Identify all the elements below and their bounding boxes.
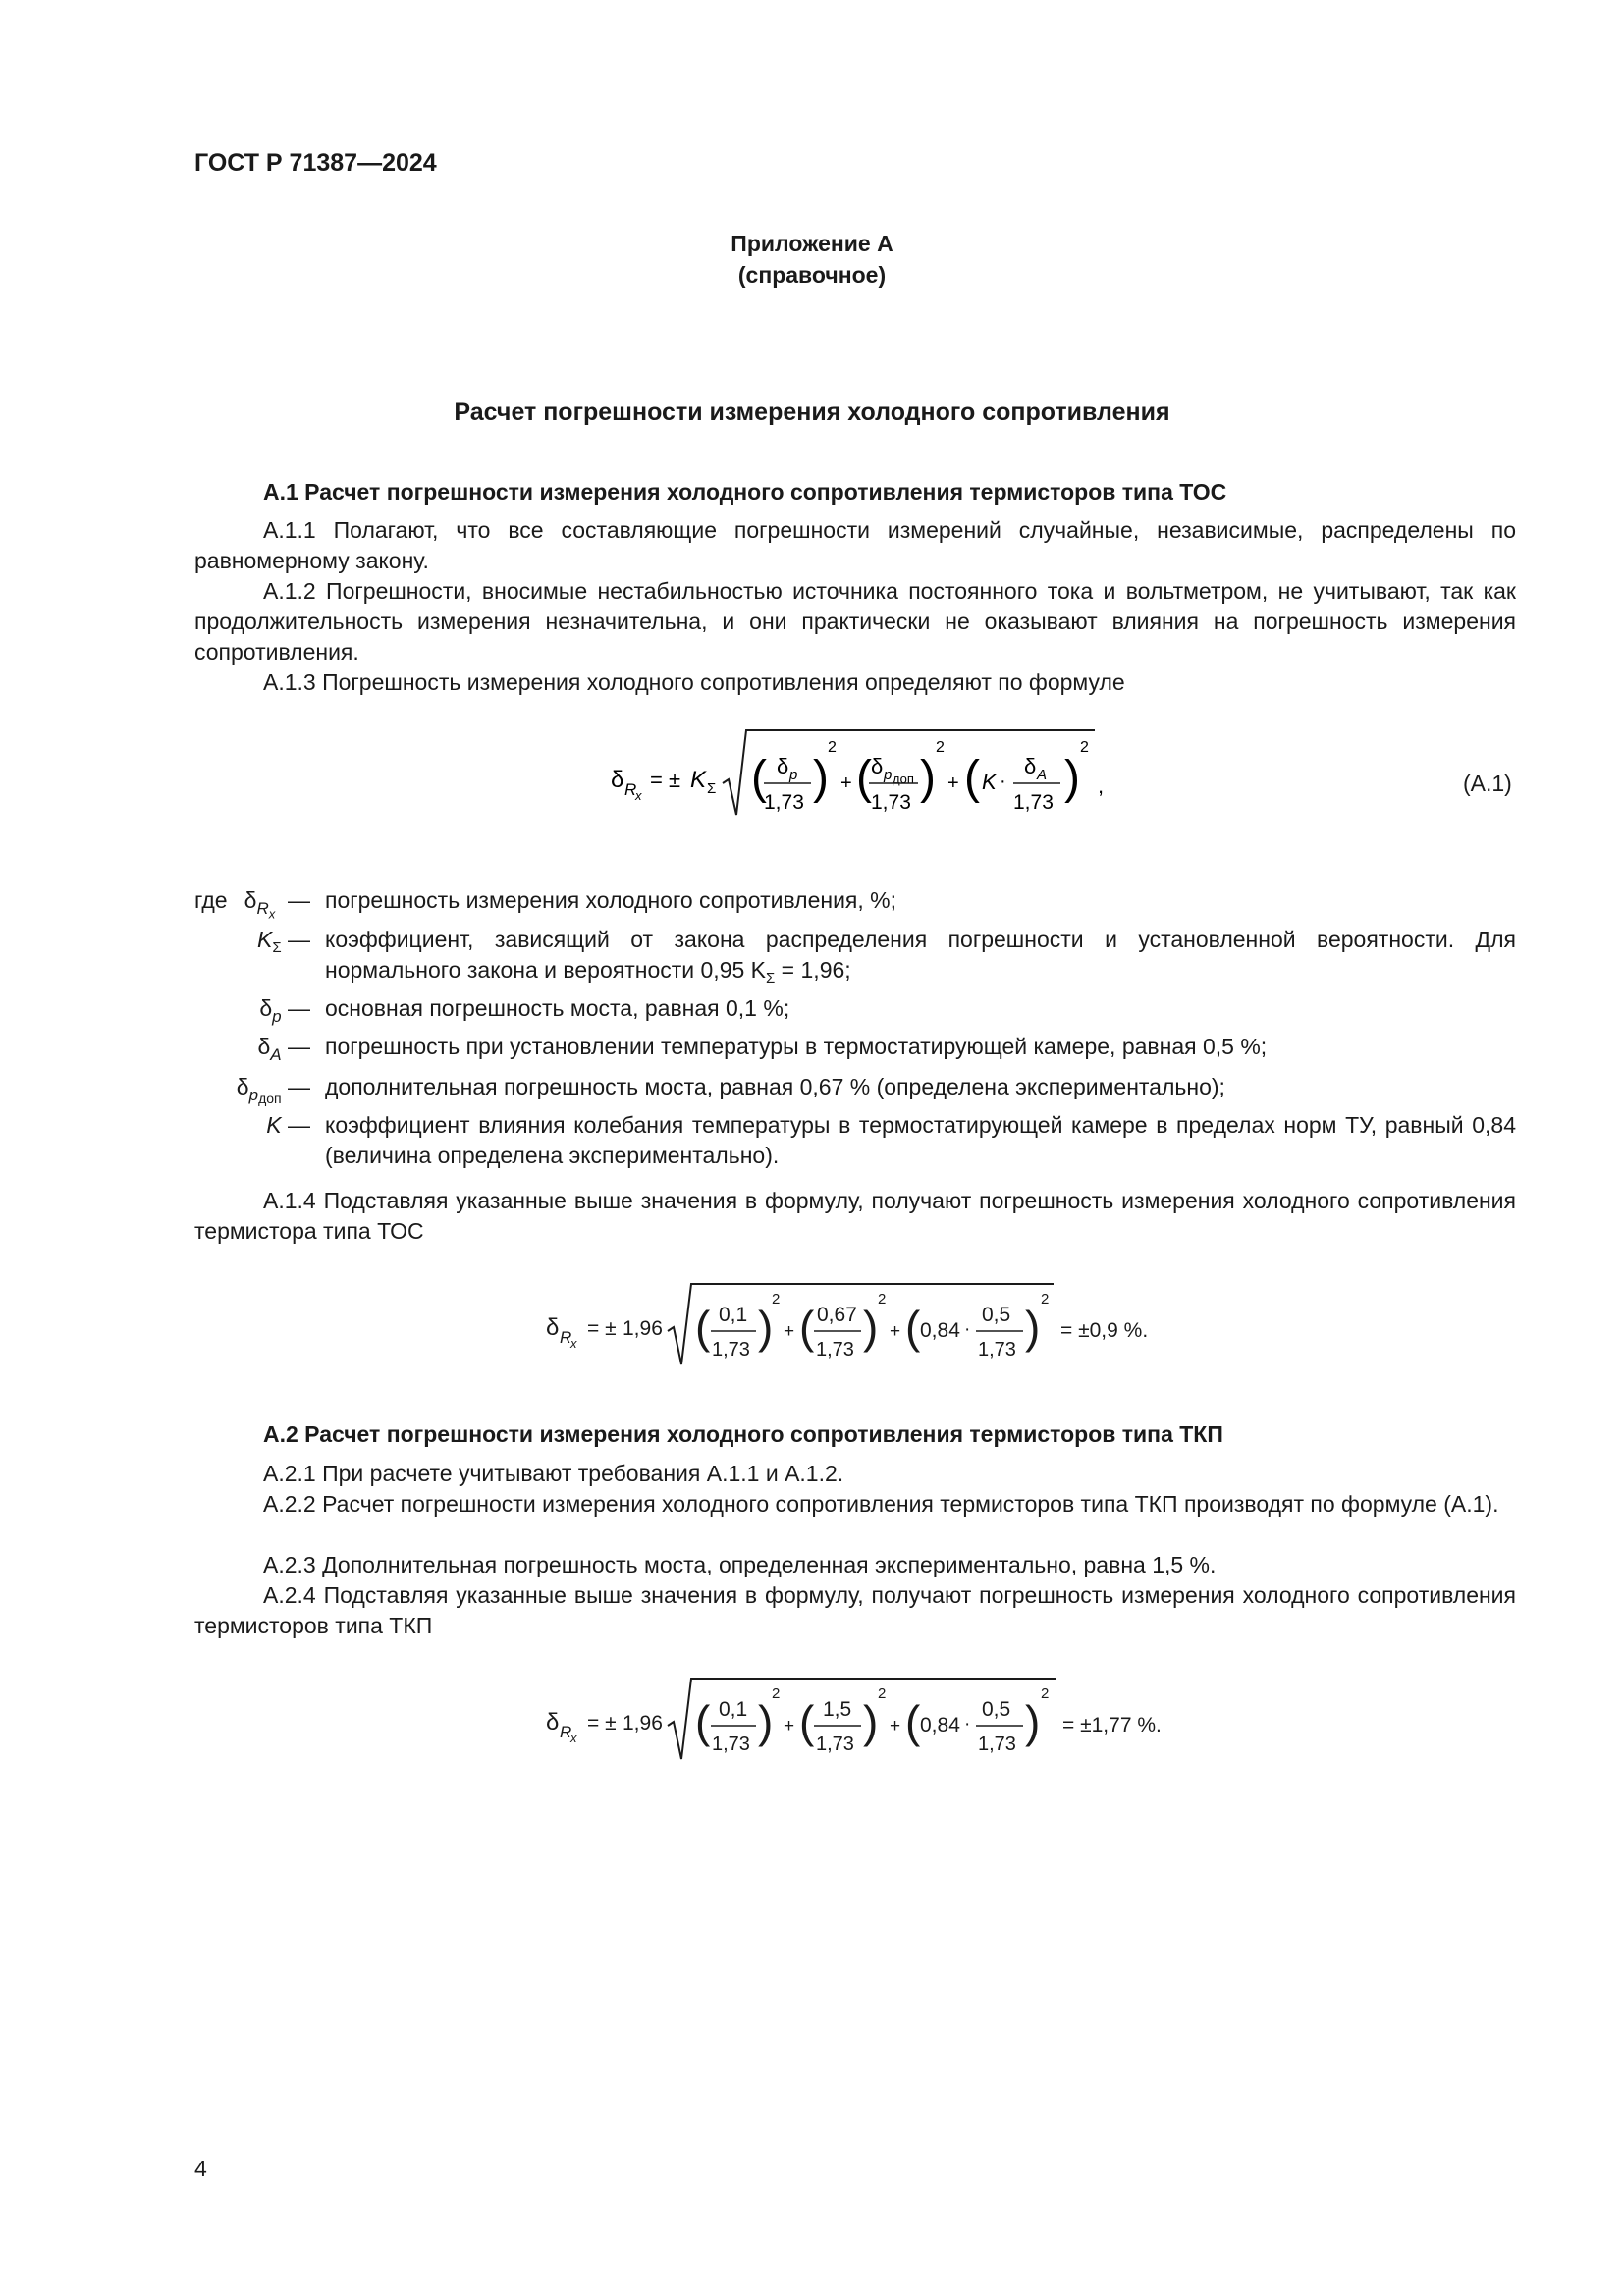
- svg-text:1,73: 1,73: [1013, 791, 1054, 814]
- section-heading-a2: А.2 Расчет погрешности измерения холодного сопротивления термисторов типа ТКП: [263, 1421, 1223, 1447]
- svg-text:1,73: 1,73: [816, 1339, 854, 1361]
- svg-text:2: 2: [878, 1291, 887, 1308]
- calc1-k: 1,96: [623, 1317, 663, 1340]
- svg-text:2: 2: [772, 1685, 781, 1702]
- svg-text:(: (: [695, 1302, 711, 1353]
- svg-text:·: ·: [964, 1319, 971, 1340]
- svg-text:Σ: Σ: [707, 780, 717, 797]
- svg-text:1,73: 1,73: [978, 1339, 1016, 1361]
- svg-text:x: x: [570, 1336, 577, 1351]
- svg-text:(: (: [905, 1696, 921, 1747]
- svg-text:1,73: 1,73: [978, 1734, 1016, 1755]
- svg-text:R: R: [560, 1328, 572, 1347]
- where-label: где: [194, 887, 228, 913]
- formula-a1: [589, 717, 1119, 834]
- svg-text:0,5: 0,5: [982, 1304, 1011, 1326]
- svg-text:0,1: 0,1: [719, 1304, 748, 1326]
- svg-text:2: 2: [1041, 1685, 1050, 1702]
- svg-text:x: x: [635, 788, 642, 803]
- svg-text:0,5: 0,5: [982, 1698, 1011, 1721]
- where-item-k-sigma: $K_\Sigma$ — коэффициент, зависящий от закона распределения погрешности и установленной вероятности. Для нормального закона и вероятности 0,95 $K_\Sigma = 1,96$;: [256, 927, 1516, 987]
- svg-text:2: 2: [878, 1685, 887, 1702]
- where-item-delta-pdop: $\delta_{pдоп}$ — дополнительная погрешность моста, равная 0,67 % (определена экспериментально);: [0, 1072, 1624, 1102]
- svg-text:+: +: [890, 1321, 901, 1342]
- svg-text:1,73: 1,73: [712, 1339, 750, 1361]
- paragraph-a23: А.2.3 Дополнительная погрешность моста, определенная экспериментально, равна 1,5 %.: [263, 1552, 1217, 1577]
- svg-text:+: +: [784, 1321, 795, 1342]
- svg-text:(: (: [905, 1302, 921, 1353]
- svg-text:0,1: 0,1: [719, 1698, 748, 1721]
- paragraph-a11: А.1.1 Полагают, что все составляющие погрешности измерений случайные, независимые, распределены по равномерному закону.: [194, 517, 1516, 573]
- svg-text:): ): [813, 752, 829, 804]
- svg-text:2: 2: [1080, 739, 1089, 756]
- svg-text:): ): [758, 1302, 774, 1353]
- svg-text:): ): [758, 1696, 774, 1747]
- paragraph-a12: А.1.2 Погрешности, вносимые нестабильностью источника постоянного тока и вольтметром, не учитывают, так как продолжительность измерения незначительна, и они практически не оказывают влияния на погрешность измерения сопротивления.: [194, 578, 1516, 665]
- svg-text:1,5: 1,5: [823, 1698, 852, 1721]
- svg-text:2: 2: [828, 739, 837, 756]
- svg-text:x: x: [570, 1731, 577, 1745]
- symbol-delta-pdop: $\delta_{pдоп}$ —: [236, 1074, 310, 1106]
- symbol-delta-p: $\delta_p$ —: [259, 995, 310, 1026]
- svg-text:0,67: 0,67: [817, 1304, 857, 1326]
- svg-text:A: A: [1037, 767, 1048, 783]
- svg-text:δ: δ: [546, 1314, 560, 1341]
- paragraph-a21: А.2.1 При расчете учитывают требования А.1.1 и А.1.2.: [263, 1461, 844, 1486]
- svg-text:доп: доп: [893, 772, 914, 786]
- calc2-result: = ±1,77 %.: [1062, 1714, 1162, 1736]
- page-number: 4: [194, 2156, 207, 2181]
- svg-text:1,73: 1,73: [712, 1734, 750, 1755]
- calculation-a14: [538, 1274, 1186, 1382]
- svg-text:1,73: 1,73: [764, 791, 804, 814]
- page-title: Расчет погрешности измерения холодного сопротивления: [454, 399, 1170, 426]
- svg-text:= ±: = ±: [650, 768, 681, 792]
- svg-text:δ: δ: [611, 767, 624, 793]
- svg-text:p: p: [884, 767, 893, 783]
- svg-text:(: (: [964, 752, 980, 804]
- svg-text:(: (: [856, 752, 872, 804]
- svg-text:): ): [920, 752, 936, 804]
- svg-text:+: +: [947, 773, 959, 794]
- svg-text:= ±: = ±: [587, 1712, 617, 1735]
- svg-text:(: (: [695, 1696, 711, 1747]
- svg-text:(: (: [799, 1696, 815, 1747]
- svg-text:·: ·: [964, 1714, 971, 1735]
- symbol-delta-rx: $\delta_{R_x}$ —: [244, 887, 310, 922]
- symbol-k-sigma: $K_\Sigma$ —: [256, 927, 310, 956]
- svg-text:2: 2: [936, 739, 945, 756]
- where-item-delta-a: $\delta_A$ — погрешность при установлении температуры в термостатирующей камере, равная 0,5 %;: [0, 1032, 1624, 1062]
- where-item-delta-rx: $\delta_{R_x}$ — погрешность измерения холодного сопротивления, %;: [0, 885, 1624, 916]
- svg-text:(: (: [799, 1302, 815, 1353]
- svg-text:(: (: [751, 752, 767, 804]
- svg-text:2: 2: [772, 1291, 781, 1308]
- svg-text:1,73: 1,73: [816, 1734, 854, 1755]
- symbol-delta-a: $\delta_A$ —: [257, 1034, 310, 1064]
- calc2-k: 1,96: [623, 1712, 663, 1735]
- paragraph-a24: А.2.4 Подставляя указанные выше значения в формулу, получают погрешность измерения холодного сопротивления термисторов типа ТКП: [194, 1582, 1516, 1638]
- svg-text:): ): [863, 1696, 879, 1747]
- svg-text:R: R: [560, 1723, 572, 1741]
- paragraph-a14: А.1.4 Подставляя указанные выше значения в формулу, получают погрешность измерения холодного сопротивления термистора типа ТОС: [194, 1188, 1516, 1244]
- svg-text:+: +: [840, 773, 852, 794]
- svg-text:K: K: [690, 767, 707, 793]
- svg-text:δ: δ: [777, 754, 789, 778]
- calc1-result: = ±0,9 %.: [1060, 1319, 1149, 1342]
- where-item-k: K — коэффициент влияния колебания температуры в термостатирующей камере в пределах норм ТУ, равный 0,84 (величина определена экспериментально).: [266, 1112, 1516, 1168]
- svg-text:K: K: [982, 770, 997, 794]
- svg-text:,: ,: [1098, 774, 1105, 798]
- svg-text:δ: δ: [1024, 754, 1037, 778]
- paragraph-a22: А.2.2 Расчет погрешности измерения холодного сопротивления термисторов типа ТКП производят по формуле (А.1).: [263, 1491, 1499, 1517]
- svg-text:p: p: [789, 767, 798, 783]
- svg-text:·: ·: [1000, 771, 1006, 792]
- svg-text:): ): [1025, 1302, 1041, 1353]
- svg-text:+: +: [890, 1716, 901, 1736]
- paragraph-a13: А.1.3 Погрешность измерения холодного сопротивления определяют по формуле: [263, 669, 1125, 695]
- calculation-a24: [538, 1669, 1186, 1777]
- symbol-k: K —: [266, 1112, 310, 1138]
- svg-text:0,84: 0,84: [920, 1714, 960, 1736]
- svg-text:1,73: 1,73: [871, 791, 911, 814]
- appendix-type: (справочное): [737, 262, 887, 288]
- svg-text:δ: δ: [871, 754, 884, 778]
- svg-text:+: +: [784, 1716, 795, 1736]
- svg-text:0,84: 0,84: [920, 1319, 960, 1342]
- section-heading-a1: А.1 Расчет погрешности измерения холодного сопротивления термисторов типа ТОС: [263, 479, 1227, 505]
- svg-text:R: R: [624, 780, 637, 799]
- svg-text:): ): [863, 1302, 879, 1353]
- svg-text:δ: δ: [546, 1709, 560, 1735]
- document-id: ГОСТ Р 71387—2024: [194, 149, 437, 177]
- where-item-delta-p: $\delta_p$ — основная погрешность моста, равная 0,1 %;: [0, 993, 1624, 1024]
- formula-number: (А.1): [1463, 771, 1512, 796]
- svg-text:= ±: = ±: [587, 1317, 617, 1340]
- svg-text:): ): [1025, 1696, 1041, 1747]
- appendix-label: Приложение А: [731, 231, 893, 256]
- svg-text:): ): [1064, 752, 1080, 804]
- svg-text:2: 2: [1041, 1291, 1050, 1308]
